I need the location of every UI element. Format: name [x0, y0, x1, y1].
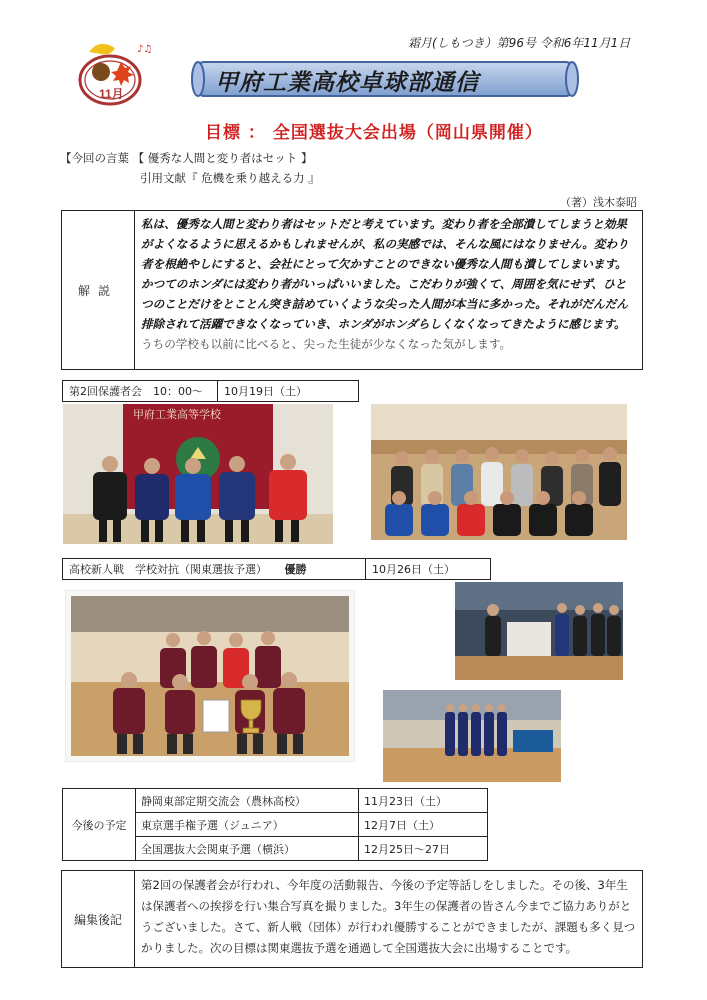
event2-name: 高校新人戦 学校対抗（関東選抜予選） [69, 563, 267, 576]
commentary-normal-text: うちの学校も以前に比べると、尖った生徒が少なくなった気がします。 [141, 337, 512, 351]
event2-result: 優勝 [284, 563, 307, 576]
editor-note-text: 第2回の保護者会が行われ、今年度の活動報告、今後の予定等話しをしました。その後、3年生は保護者への挨拶を行い集合写真を撮りました。3年生の保護者の皆さん今までご協力ありがとうございました。さて、新人戦（団体）が行われ優勝することができましたが、課題も多く見つかりました。次の目標は関東選抜予選を通過して全国選抜大会に出場することです。 [135, 871, 643, 968]
schedule-event: 全国選抜大会関東予選（横浜） [136, 837, 359, 861]
schedule-table [62, 788, 488, 861]
event2-name-cell [63, 559, 366, 580]
winners-trophy-photo [65, 590, 355, 762]
quote-word-line: 【今回の言葉 【 優秀な人間と変り者はセット 】 [60, 151, 313, 165]
event2-date: 10月26日（土） [366, 559, 491, 580]
event-parents-meeting [62, 380, 359, 402]
quote-reference: 引用文献『 危機を乗り越える力 』 [140, 171, 320, 185]
trophy-icon [241, 700, 261, 733]
issue-line: 霜月(しもつき）第96号 令和6年11月1日 [408, 36, 631, 50]
event-date: 10月19日（土） [218, 381, 359, 402]
commentary-box [61, 210, 643, 370]
school-banner-text: 甲府工業高等学校 [133, 408, 221, 421]
schedule-date: 11月23日（土） [359, 789, 488, 813]
chestnut-icon [92, 63, 110, 81]
svg-text:♪♫: ♪♫ [137, 44, 153, 55]
logo-month-badge [77, 38, 159, 108]
commentary-label: 解説 [62, 211, 135, 370]
editor-note-label: 編集後記 [62, 871, 135, 968]
commentary-bold-text: 私は、優秀な人間と変わり者はセットだと考えています。変わり者を全部潰してしまうと効果がよくなるように思えるかもしれませんが、私の実感では、そんな風にはなりません。変わり者を根絶やしにすると、会社にとって欠かすことのできない優秀な人間も潰してしまいます。かつてのホンダには変わり者がいっぱいいました。こだわりが強くて、周囲を気にせず、ひとつのことだけをとことん突き詰めていくような尖った人間が本当に多かった。それがだんだん排除されて活躍できなくなっていき、ホンダがホンダらしくなくなってきたように感じます。 [141, 217, 629, 331]
logo-month-text: 11月 [99, 87, 124, 101]
newsletter-title: 甲府工業高校卓球部通信 [215, 70, 479, 96]
editor-note-box [61, 870, 643, 968]
schedule-event: 静岡東部定期交流会（農林高校） [136, 789, 359, 813]
quote-author: （著）浅木泰昭 [560, 196, 637, 209]
schedule-date: 12月7日（土） [359, 813, 488, 837]
schedule-label: 今後の予定 [63, 789, 136, 861]
players-lineup-photo [383, 690, 561, 782]
schedule-event: 東京選手権予選（ジュニア） [136, 813, 359, 837]
goal-heading: 目標 ： 全国選抜大会出場（岡山県開催） [205, 123, 543, 143]
commentary-body [135, 211, 643, 370]
parents-group-photo [371, 404, 627, 540]
schedule-date: 12月25日～27日 [359, 837, 488, 861]
event-name: 第2回保護者会 10：00～ [63, 381, 218, 402]
award-ceremony-photo [455, 582, 623, 680]
event-newcomer-tournament [62, 558, 491, 580]
team-banner-photo [63, 404, 333, 544]
